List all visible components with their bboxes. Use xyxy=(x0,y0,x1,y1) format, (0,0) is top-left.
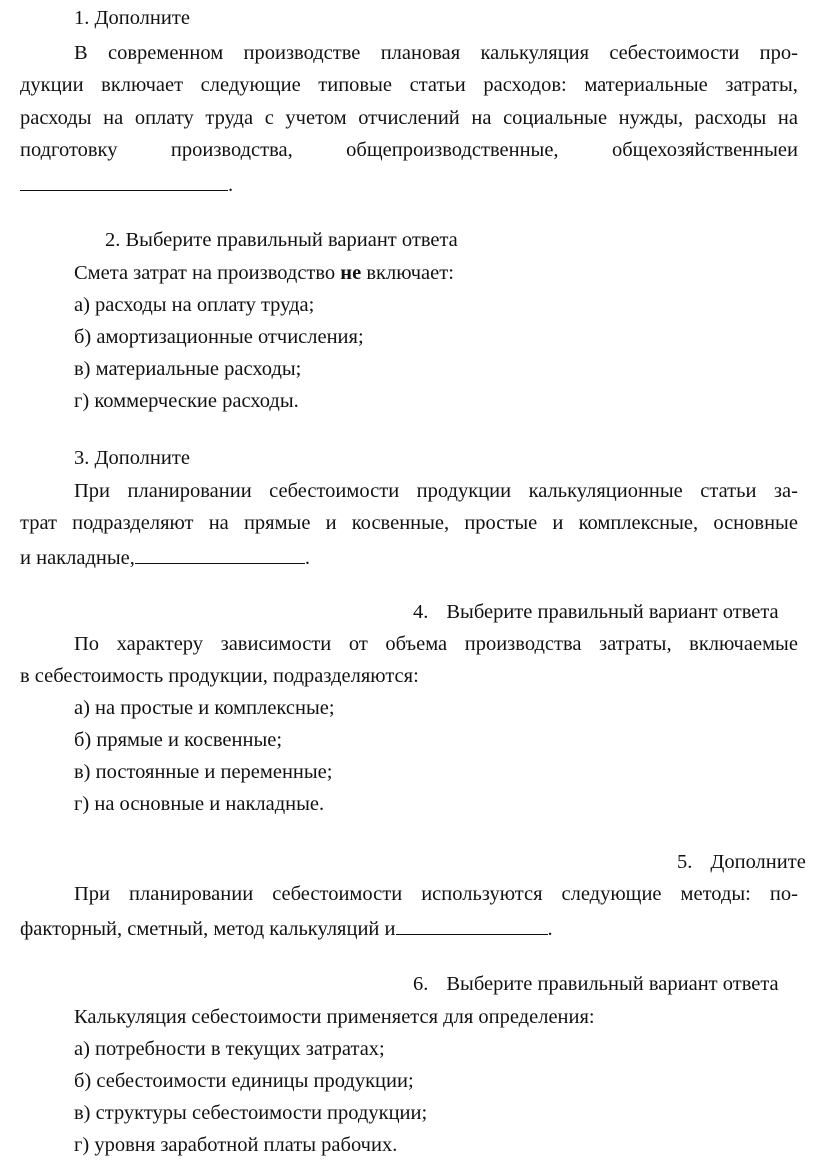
q3-text-line-3: и накладные, . xyxy=(20,543,310,570)
word: отчислений xyxy=(358,107,460,129)
word: основные xyxy=(713,512,798,534)
q4-text-line-2: в себестоимость продукции, подразделяются: xyxy=(20,665,419,687)
q1-text-line-1 xyxy=(74,41,798,65)
word: планировании xyxy=(129,883,254,905)
q4-option-c[interactable]: в) постоянные и переменные; xyxy=(74,761,333,783)
word: на xyxy=(777,107,798,129)
q3-heading: 3. Дополните xyxy=(74,447,190,469)
q4-text-line-1 xyxy=(74,632,798,656)
word: затраты, xyxy=(599,633,672,655)
word: простые xyxy=(464,512,538,534)
word: косвенные, xyxy=(351,512,450,534)
word: методы: xyxy=(680,883,751,905)
word: калькуляционные xyxy=(528,480,683,502)
q1-answer-line: . xyxy=(20,170,233,197)
word: общехозяйственныеи xyxy=(611,139,798,161)
word: продукции xyxy=(416,480,512,502)
q3-text-line-2 xyxy=(20,511,798,535)
word: себестоимости xyxy=(272,883,403,905)
q4-heading: 4. Выберите правильный вариант ответа xyxy=(413,601,779,623)
word: включаемые xyxy=(689,633,798,655)
word: При xyxy=(74,480,111,502)
word: расходы xyxy=(694,107,767,129)
word: следующие xyxy=(561,883,662,905)
q6-option-b[interactable]: б) себестоимости единицы продукции; xyxy=(74,1070,414,1092)
q3-answer-blank[interactable] xyxy=(135,543,305,564)
word: производстве xyxy=(243,42,361,64)
word: статьи xyxy=(409,74,466,96)
word: подразделяют xyxy=(72,512,194,534)
word: типовые xyxy=(318,74,392,96)
word: производства xyxy=(464,633,582,655)
q4-option-b[interactable]: б) прямые и косвенные; xyxy=(74,729,283,751)
q6-option-d[interactable]: г) уровня заработной платы рабочих. xyxy=(74,1134,398,1156)
word: производства, xyxy=(170,139,293,161)
word: калькуляция xyxy=(480,42,590,64)
q5-text-line-2: факторный, сметный, метод калькуляций и . xyxy=(20,914,553,941)
word: себестоимости xyxy=(269,480,400,502)
word: планировании xyxy=(127,480,252,502)
q1-text-line-4 xyxy=(20,138,798,162)
q6-option-a[interactable]: а) потребности в текущих затратах; xyxy=(74,1038,385,1060)
q5-heading: 5. Дополните xyxy=(677,851,806,873)
word: объема xyxy=(385,633,448,655)
q2-option-a[interactable]: а) расходы на оплату труда; xyxy=(74,294,315,316)
q6-stem: Калькуляция себестоимости применяется для определения: xyxy=(74,1006,595,1028)
word: на xyxy=(103,107,124,129)
word: социальные xyxy=(503,107,608,129)
word: и xyxy=(325,512,337,534)
word: включает xyxy=(101,74,184,96)
q2-heading: 2. Выберите правильный вариант ответа xyxy=(105,229,458,251)
word: про- xyxy=(759,42,798,64)
word: По xyxy=(74,633,100,655)
word: учетом xyxy=(285,107,347,129)
word: на xyxy=(471,107,492,129)
q6-heading: 6. Выберите правильный вариант ответа xyxy=(413,973,779,995)
q5-answer-blank[interactable] xyxy=(396,914,548,935)
word: характеру xyxy=(116,633,204,655)
word: на xyxy=(208,512,229,534)
word: трат xyxy=(20,512,57,534)
word: прямые xyxy=(243,512,311,534)
q6-option-c[interactable]: в) структуры себестоимости продукции; xyxy=(74,1102,428,1124)
q2-option-b[interactable]: б) амортизационные отчисления; xyxy=(74,326,364,348)
word: с xyxy=(264,107,274,129)
q5-text-line-1 xyxy=(74,882,798,906)
word: расходов: xyxy=(483,74,567,96)
q1-text-line-3 xyxy=(20,106,798,130)
word: и xyxy=(552,512,564,534)
word: за- xyxy=(773,480,798,502)
word: зависимости xyxy=(220,633,332,655)
q4-option-a[interactable]: а) на простые и комплексные; xyxy=(74,697,335,719)
word: общепроизводственные, xyxy=(346,139,559,161)
q3-text-line-1 xyxy=(74,479,798,503)
word: подготовку xyxy=(20,139,118,161)
word: труда xyxy=(205,107,254,129)
word: расходы xyxy=(20,107,92,129)
word: следующие xyxy=(200,74,301,96)
word: используются xyxy=(421,883,543,905)
word: плановая xyxy=(380,42,461,64)
word: современном xyxy=(107,42,224,64)
word: дукции xyxy=(20,74,84,96)
q1-answer-blank[interactable] xyxy=(20,170,228,191)
word: материальные xyxy=(584,74,708,96)
word: оплату xyxy=(134,107,194,129)
word: статьи xyxy=(700,480,757,502)
word: нужды, xyxy=(618,107,684,129)
word: затраты, xyxy=(725,74,798,96)
word: от xyxy=(348,633,368,655)
q2-option-d[interactable]: г) коммерческие расходы. xyxy=(74,390,299,412)
q1-heading: 1. Дополните xyxy=(74,7,190,29)
q1-text-line-2 xyxy=(20,73,798,97)
q4-option-d[interactable]: г) на основные и накладные. xyxy=(74,793,325,815)
word: При xyxy=(74,883,111,905)
word: себестоимости xyxy=(609,42,740,64)
word: комплексные, xyxy=(578,512,699,534)
q2-option-c[interactable]: в) материальные расходы; xyxy=(74,358,302,380)
word: В xyxy=(74,42,88,64)
word: по- xyxy=(769,883,798,905)
q2-stem: Смета затрат на производство не включает: xyxy=(74,262,454,284)
